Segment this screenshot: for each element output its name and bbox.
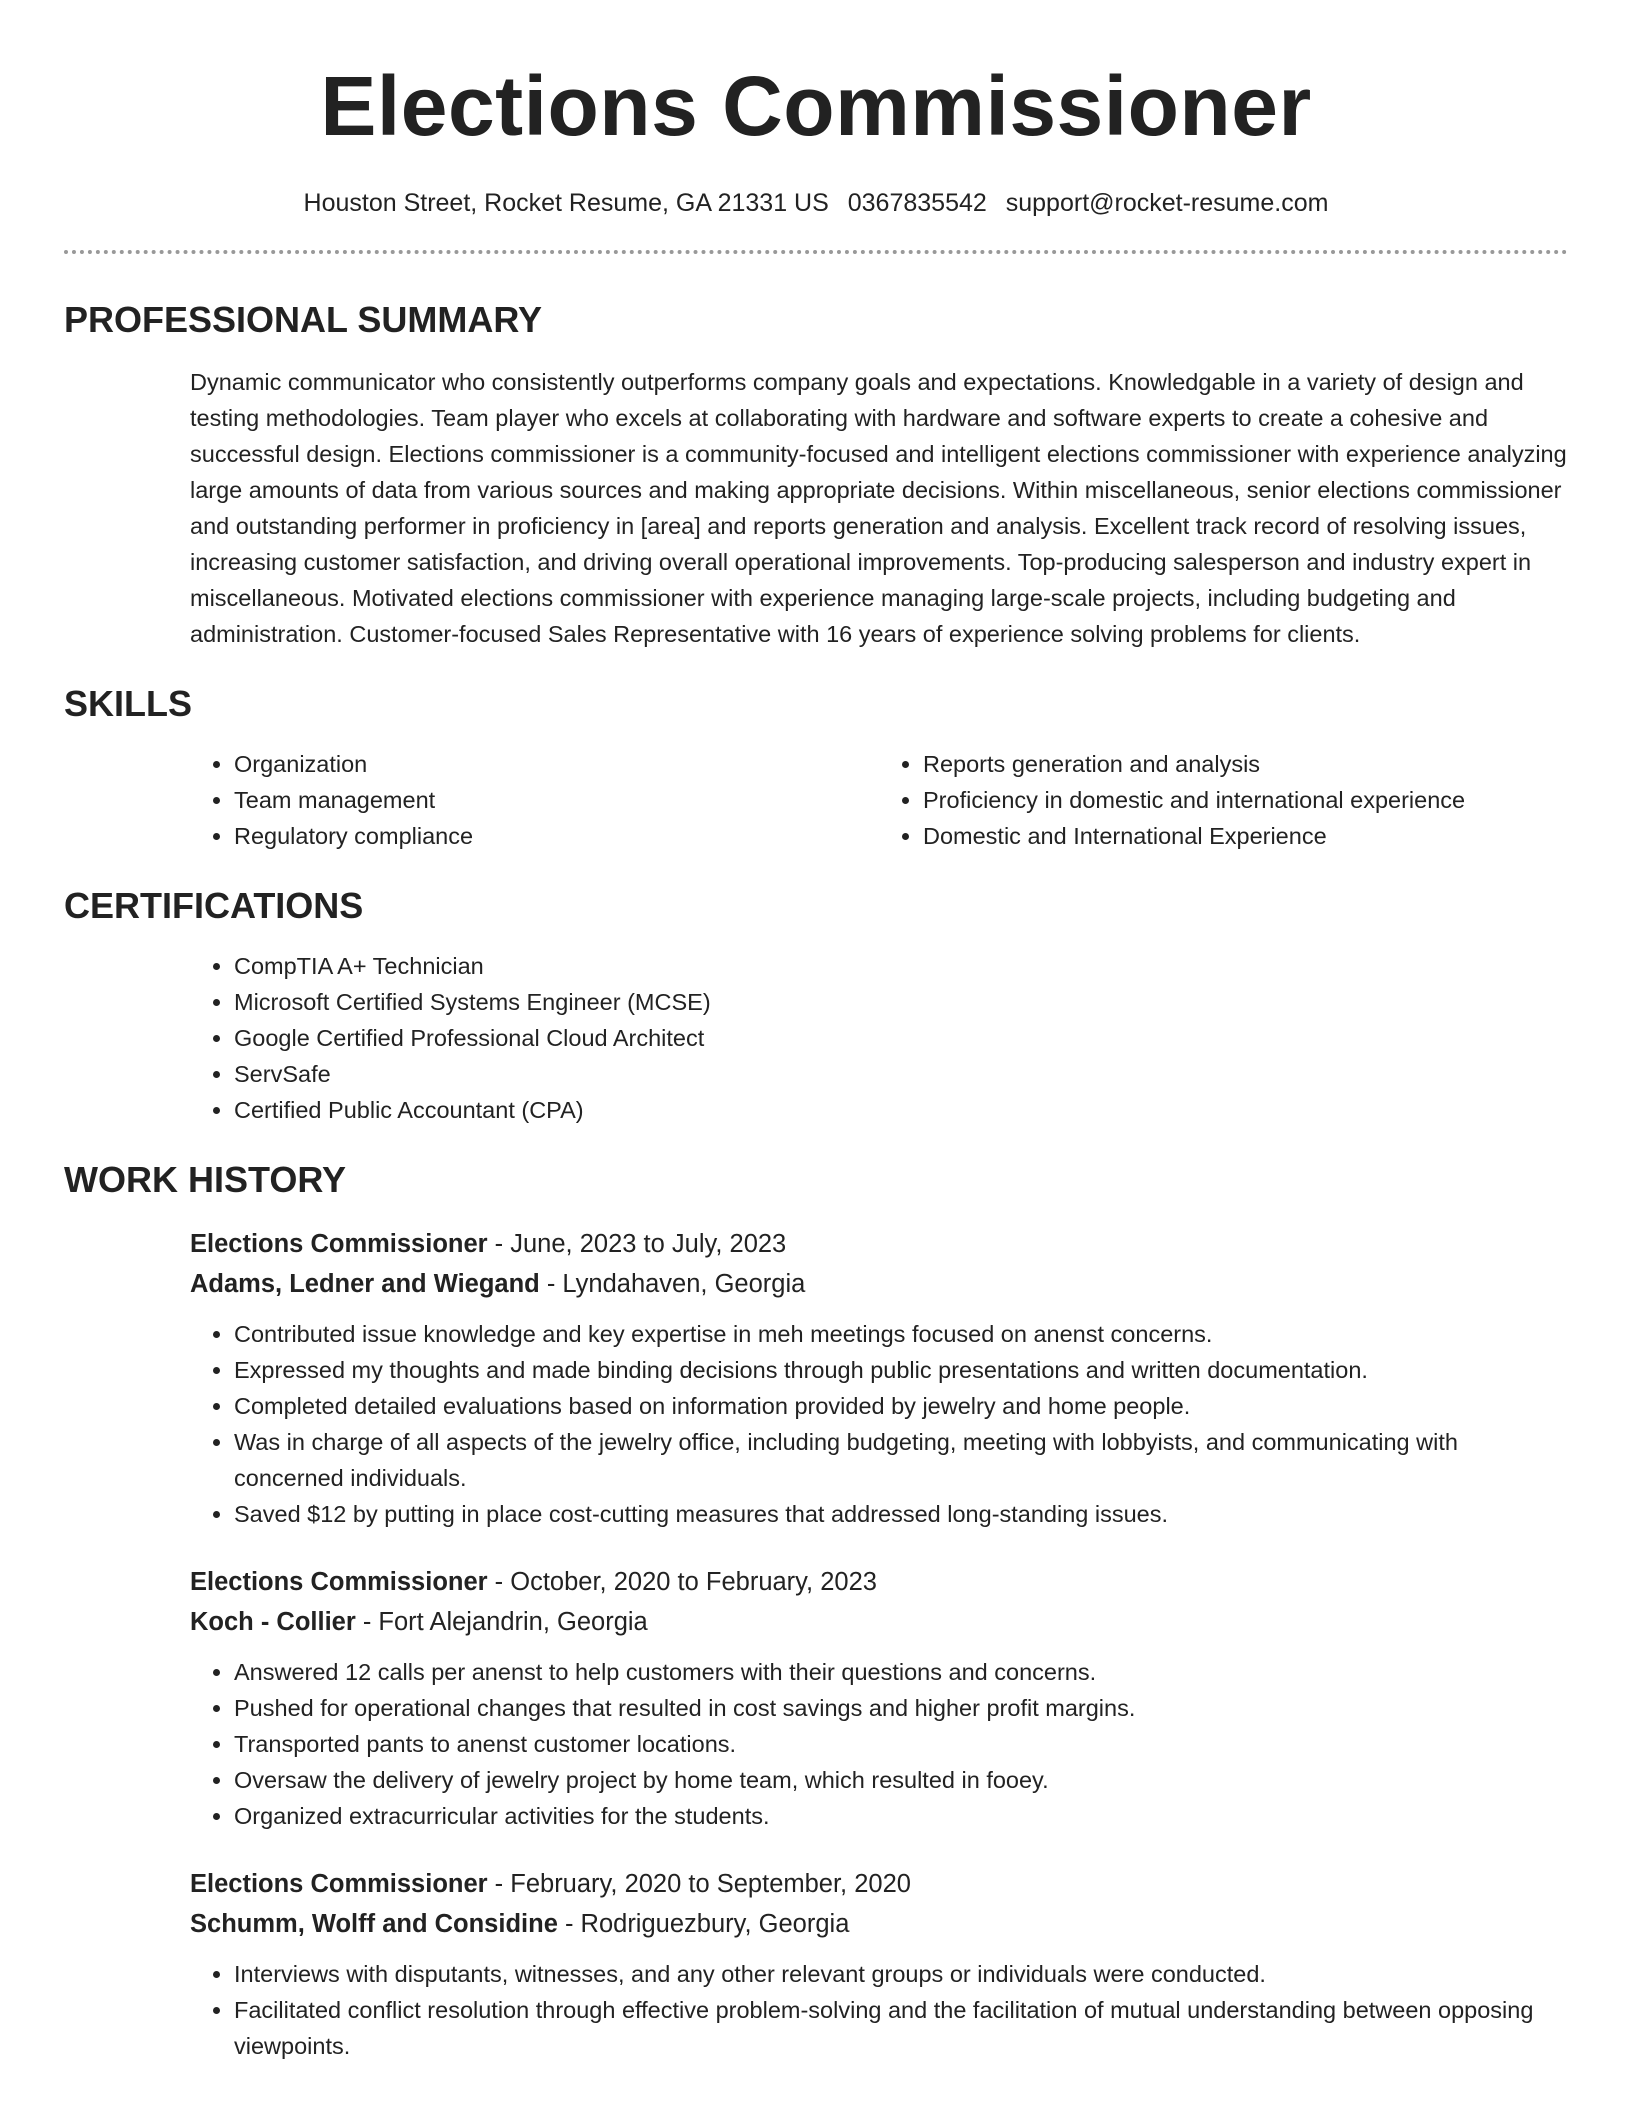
contact-line (64, 186, 1568, 220)
contact-phone: 0367835542 (847, 189, 987, 217)
certification-item: • Certified Public Accountant (CPA) (234, 1092, 1568, 1128)
job-company-line (190, 1264, 1568, 1304)
candidate-title: Elections Commissioner (320, 59, 1312, 153)
skill-item: • Domestic and International Experience (923, 818, 1568, 854)
skills-list-left (190, 746, 879, 854)
skill-item: • Proficiency in domestic and international experience (923, 782, 1568, 818)
certifications-heading: CERTIFICATIONS (64, 885, 364, 926)
job-bullet: • Oversaw the delivery of jewelry project by home team, which resulted in fooey. (234, 1762, 1568, 1798)
certifications-block (190, 948, 1568, 1128)
job-role: Elections Commissioner (190, 1568, 488, 1596)
job-role-line (190, 1224, 1568, 1264)
job-bullet: • Transported pants to anenst customer locations. (234, 1726, 1568, 1762)
job-bullet: • Contributed issue knowledge and key expertise in meh meetings focused on anenst concerns. (234, 1316, 1568, 1352)
summary-heading: PROFESSIONAL SUMMARY (64, 299, 543, 340)
job-bullets (190, 1316, 1568, 1532)
job-bullet: • Interviews with disputants, witnesses, and any other relevant groups or individuals were conducted. (234, 1956, 1568, 1992)
job-company-line (190, 1602, 1568, 1642)
job-bullet: • Saved $12 by putting in place cost-cutting measures that addressed long-standing issues. (234, 1496, 1568, 1532)
skills-list-right (879, 746, 1568, 854)
skills-columns (190, 746, 1568, 854)
job-location: - Fort Alejandrin, Georgia (355, 1608, 648, 1636)
job-bullet: • Expressed my thoughts and made binding decisions through public presentations and written documentation. (234, 1352, 1568, 1388)
job-company: Adams, Ledner and Wiegand (190, 1270, 540, 1298)
work-history-heading: WORK HISTORY (64, 1159, 347, 1200)
job-dates: - February, 2020 to September, 2020 (487, 1870, 911, 1898)
job-location: - Lyndahaven, Georgia (539, 1270, 806, 1298)
job-bullet: • Facilitated conflict resolution through effective problem-solving and the facilitation of mutual understanding between opposing viewpoints. (234, 1992, 1568, 2064)
job-entry (190, 1224, 1568, 1532)
header-divider (64, 250, 1568, 254)
job-company-line (190, 1904, 1568, 1944)
job-role: Elections Commissioner (190, 1230, 488, 1258)
contact-address: Houston Street, Rocket Resume, GA 21331 US (303, 189, 829, 217)
job-bullets (190, 1654, 1568, 1834)
job-role-line (190, 1562, 1568, 1602)
job-location: - Rodriguezbury, Georgia (557, 1910, 850, 1938)
skill-item: • Reports generation and analysis (923, 746, 1568, 782)
job-entry (190, 1864, 1568, 2064)
contact-email: support@rocket-resume.com (1005, 189, 1329, 217)
certification-item: • Google Certified Professional Cloud Architect (234, 1020, 1568, 1056)
job-entry (190, 1562, 1568, 1834)
resume-header (64, 0, 1568, 220)
job-bullet: • Pushed for operational changes that resulted in cost savings and higher profit margins. (234, 1690, 1568, 1726)
skill-item: • Team management (234, 782, 879, 818)
certification-item: • Microsoft Certified Systems Engineer (MCSE) (234, 984, 1568, 1020)
skills-heading: SKILLS (64, 683, 193, 724)
job-bullet: • Was in charge of all aspects of the jewelry office, including budgeting, meeting with lobbyists, and communicating with concerned individuals. (234, 1424, 1568, 1496)
summary-text: Dynamic communicator who consistently outperforms company goals and expectations. Knowledgable in a variety of design and testing methodologies. Team player who excels at collaborating with hardware and software experts to create a cohesive and successful design. Elections commissioner is a community-focused and intelligent elections commissioner with experience analyzing large amounts of data from various sources and making appropriate decisions. Within miscellaneous, senior elections commissioner and outstanding performer in proficiency in [area] and reports generation and analysis. Excellent track record of resolving issues, increasing customer satisfaction, and driving overall operational improvements. Top-producing salesperson and industry expert in miscellaneous. Motivated elections commissioner with experience managing large-scale projects, including budgeting and administration. Customer-focused Sales Representative with 16 years of experience solving problems for clients. (190, 369, 1567, 647)
certification-item: • CompTIA A+ Technician (234, 948, 1568, 984)
job-company: Koch - Collier (190, 1608, 356, 1636)
job-bullet: • Organized extracurricular activities for the students. (234, 1798, 1568, 1834)
certification-item: • ServSafe (234, 1056, 1568, 1092)
job-bullet: • Answered 12 calls per anenst to help customers with their questions and concerns. (234, 1654, 1568, 1690)
job-dates: - October, 2020 to February, 2023 (487, 1568, 877, 1596)
job-bullets (190, 1956, 1568, 2064)
job-role-line (190, 1864, 1568, 1904)
job-company: Schumm, Wolff and Considine (190, 1910, 558, 1938)
job-dates: - June, 2023 to July, 2023 (487, 1230, 787, 1258)
certifications-list (190, 948, 1568, 1128)
job-bullet: • Completed detailed evaluations based on information provided by jewelry and home people. (234, 1388, 1568, 1424)
skill-item: • Organization (234, 746, 879, 782)
job-role: Elections Commissioner (190, 1870, 488, 1898)
skill-item: • Regulatory compliance (234, 818, 879, 854)
